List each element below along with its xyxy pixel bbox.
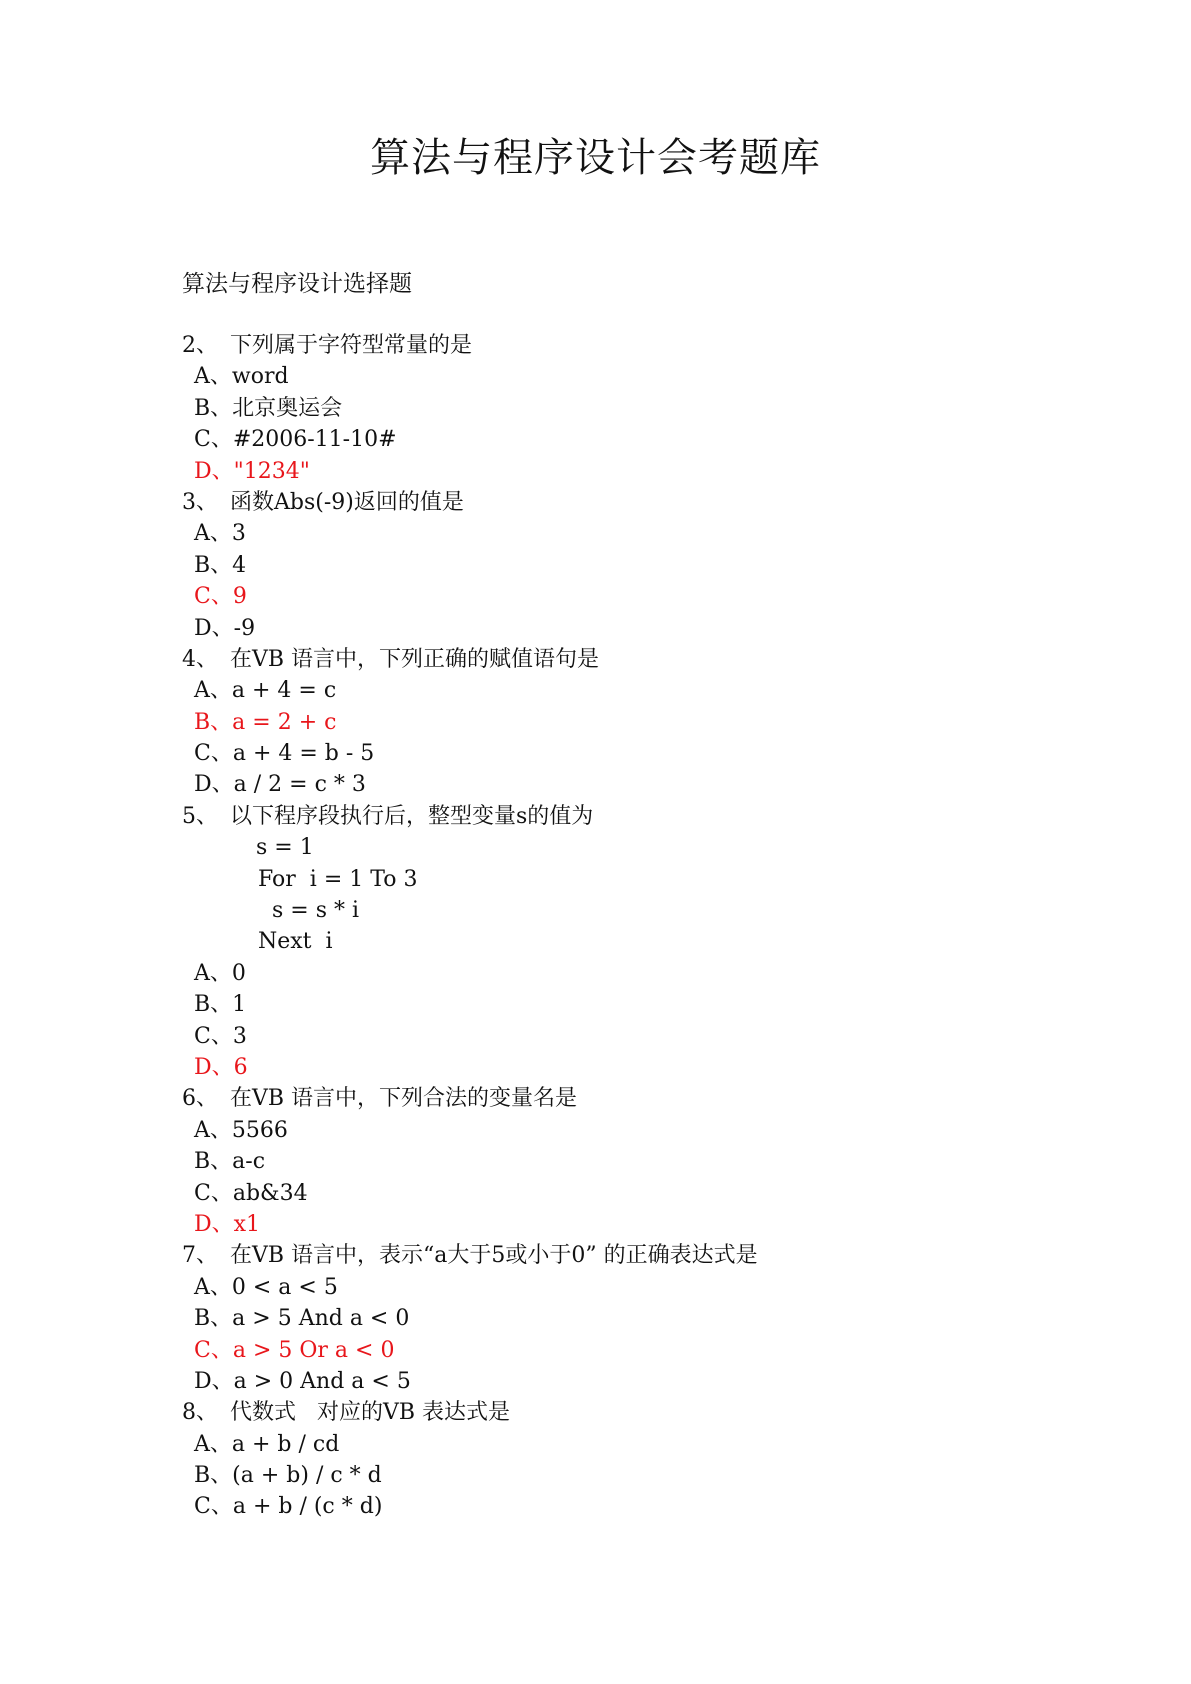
answer-option: C、ab&34 [194, 1180, 308, 1206]
answer-option: D、a / 2 = c * 3 [194, 772, 366, 798]
answer-option-correct: D、"1234" [194, 458, 310, 484]
answer-option-correct: B、a = 2 + c [194, 709, 337, 735]
answer-option: A、a + 4 = c [194, 678, 337, 704]
answer-option: D、-9 [194, 615, 256, 641]
answer-option: A、5566 [194, 1117, 288, 1143]
question-number: 4、 [182, 646, 218, 672]
code-line: For i = 1 To 3 [258, 866, 418, 892]
answer-option: B、1 [194, 992, 247, 1018]
answer-option: B、a > 5 And a < 0 [194, 1306, 410, 1332]
question-number: 3、 [182, 489, 218, 515]
answer-option: B、a-c [194, 1149, 266, 1175]
question-stem [182, 644, 1082, 675]
question-number: 6、 [182, 1086, 218, 1112]
answer-option: D、a > 0 And a < 5 [194, 1368, 411, 1394]
question-number: 2、 [182, 333, 218, 358]
question-list [182, 330, 1082, 1523]
question-stem [182, 487, 1082, 518]
question-number: 5、 [182, 803, 218, 829]
section-heading: 算法与程序设计选择题 [182, 271, 412, 297]
answer-option: B、4 [194, 552, 247, 578]
question-stem [182, 1083, 1082, 1114]
answer-option: C、3 [194, 1023, 247, 1049]
answer-option: C、a + b / (c * d) [194, 1494, 383, 1520]
question-text: 在VB 语言中，表示“a大于5或小于0” 的正确表达式是 [230, 1243, 758, 1269]
answer-option: A、3 [194, 521, 246, 547]
answer-option: C、a + 4 = b - 5 [194, 741, 375, 767]
answer-option-correct: D、6 [194, 1054, 248, 1080]
question-text: 在VB 语言中，下列合法的变量名是 [230, 1086, 578, 1112]
answer-option-correct: C、a > 5 Or a < 0 [194, 1337, 395, 1363]
answer-option: A、word [194, 364, 289, 390]
question-text: 函数Abs(-9)返回的值是 [230, 489, 464, 515]
question-number: 7、 [182, 1243, 218, 1269]
answer-option: B、(a + b) / c * d [194, 1463, 382, 1489]
question-stem [182, 1397, 1082, 1428]
code-line: s = 1 [256, 835, 314, 861]
question-stem [182, 330, 1082, 361]
answer-option-correct: D、x1 [194, 1211, 261, 1237]
answer-option: B、北京奥运会 [194, 395, 343, 421]
answer-option: C、#2006-11-10# [194, 427, 397, 453]
question-number: 8、 [182, 1400, 218, 1426]
question-stem [182, 801, 1082, 832]
question-text: 代数式 对应的VB 表达式是 [230, 1400, 511, 1426]
question-text: 以下程序段执行后，整型变量s的值为 [230, 803, 594, 829]
answer-option: A、a + b / cd [194, 1431, 340, 1457]
answer-option: A、0 < a < 5 [194, 1274, 338, 1300]
code-line: s = s * i [258, 898, 360, 924]
question-stem [182, 1240, 1082, 1271]
answer-option-correct: C、9 [194, 584, 247, 610]
code-line: Next i [258, 929, 333, 955]
question-text: 下列属于字符型常量的是 [230, 333, 473, 358]
document-title: 算法与程序设计会考题库 [370, 135, 821, 181]
question-text: 在VB 语言中，下列正确的赋值语句是 [230, 646, 600, 672]
answer-option: A、0 [194, 960, 246, 986]
